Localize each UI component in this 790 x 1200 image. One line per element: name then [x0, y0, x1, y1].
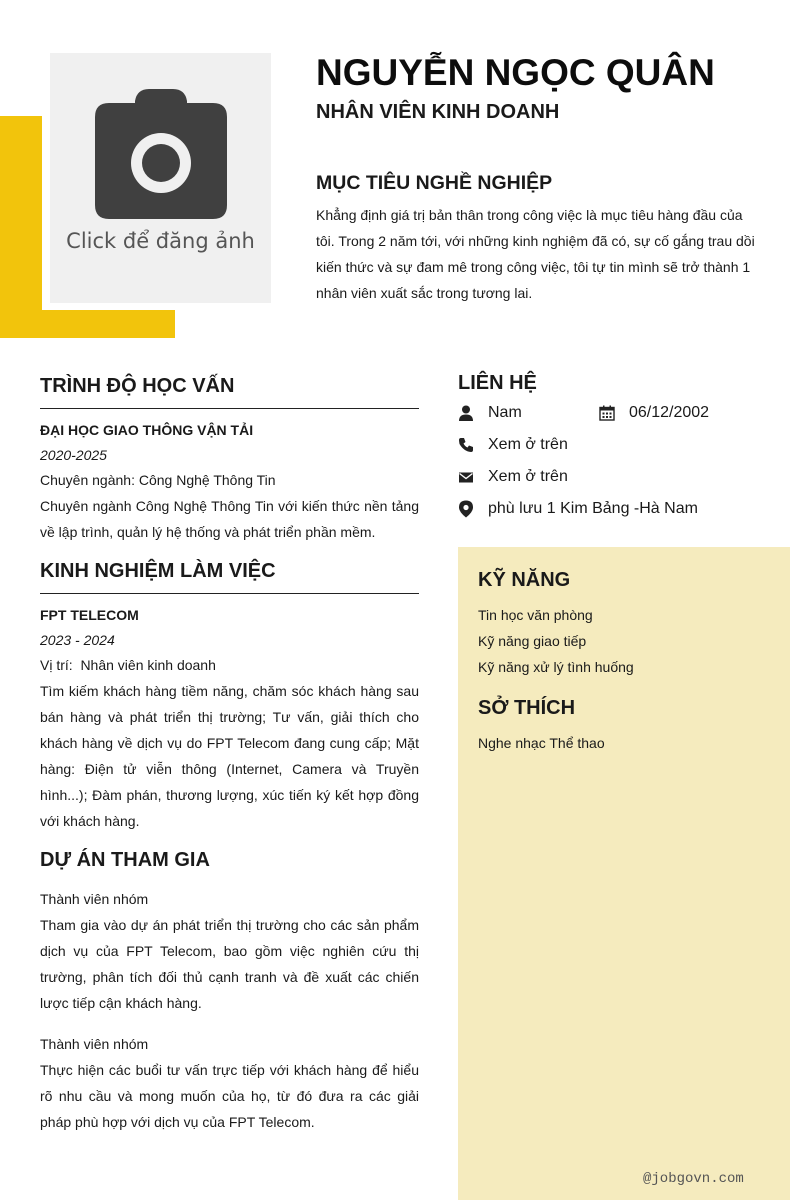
location-pin-icon [458, 500, 474, 518]
contact-email [458, 468, 568, 486]
education-school: ĐẠI HỌC GIAO THÔNG VẬN TẢI [40, 422, 254, 438]
accent-bar-vertical [0, 116, 42, 338]
address-value: phù lưu 1 Kim Bảng -Hà Nam [488, 500, 698, 517]
education-major: Chuyên ngành: Công Nghệ Thông Tin [40, 472, 276, 488]
projects-heading: DỰ ÁN THAM GIA [40, 849, 210, 871]
project-item [40, 886, 419, 1016]
contact-birthdate [599, 404, 709, 422]
watermark: @jobgovn.com [643, 1171, 744, 1187]
contact-phone [458, 436, 568, 454]
mail-icon [458, 469, 474, 485]
candidate-name: NGUYỄN NGỌC QUÂN [316, 52, 715, 93]
project-description: Thực hiện các buổi tư vấn trực tiếp với khách hàng để hiểu rõ nhu cầu và mong muốn của họ, từ đó đưa ra các giải pháp phù hợp với dịch vụ của FPT Telecom. [40, 1062, 419, 1130]
accent-bar-horizontal [0, 310, 175, 338]
experience-divider [40, 593, 419, 594]
education-heading: TRÌNH ĐỘ HỌC VẤN [40, 375, 235, 397]
contact-gender [458, 404, 522, 422]
education-block [40, 417, 419, 545]
project-item [40, 1031, 419, 1135]
hobbies-text: Nghe nhạc Thể thao [478, 735, 605, 751]
birthdate-value: 06/12/2002 [629, 404, 710, 421]
phone-value: Xem ở trên [488, 436, 568, 453]
job-title: NHÂN VIÊN KINH DOANH [316, 101, 560, 123]
project-role: Thành viên nhóm [40, 891, 149, 907]
skill-item: Tin học văn phòng [478, 607, 593, 623]
objective-text: Khẳng định giá trị bản thân trong công việc là mục tiêu hàng đầu của tôi. Trong 2 năm tới, với những kinh nghiệm đã có, sự cố gắng trau dồi kiến thức và sự đam mê trong công việc, tôi tự tin mình sẽ trở thành 1 nhân viên xuất sắc trong tương lai. [316, 207, 755, 301]
contact-address [458, 500, 698, 518]
hobbies-heading: SỞ THÍCH [478, 697, 576, 719]
experience-heading: KINH NGHIỆM LÀM VIỆC [40, 560, 276, 582]
skills-heading: KỸ NĂNG [478, 569, 571, 591]
experience-description: Tìm kiếm khách hàng tiềm năng, chăm sóc khách hàng sau bán hàng và phát triển thị trường; Tư vấn, giải thích cho khách hàng về dịch vụ do FPT Telecom đang cung cấp; Mặt hàng: Điện tử viễn thông (Internet, Camera và Truyền hình...); Đàm phán, thương lượng, xúc tiến ký kết hợp đồng với khách hàng. [40, 683, 419, 829]
gender-value: Nam [488, 404, 522, 421]
experience-position: Vị trí: Nhân viên kinh doanh [40, 657, 216, 673]
camera-icon [95, 89, 227, 219]
skills-list [478, 602, 634, 680]
experience-company: FPT TELECOM [40, 607, 139, 623]
contact-heading: LIÊN HỆ [458, 372, 537, 394]
project-role: Thành viên nhóm [40, 1036, 149, 1052]
calendar-icon [599, 405, 615, 421]
experience-block [40, 602, 419, 834]
person-icon [458, 405, 474, 421]
photo-upload[interactable] [50, 53, 271, 303]
phone-icon [458, 437, 474, 453]
education-divider [40, 408, 419, 409]
skill-item: Kỹ năng giao tiếp [478, 633, 587, 649]
email-value: Xem ở trên [488, 468, 568, 485]
project-description: Tham gia vào dự án phát triển thị trường cho các sản phẩm dịch vụ của FPT Telecom, bao gồm việc nghiên cứu thị trường, phân tích đối thủ cạnh tranh và đề xuất các chiến lược tiếp cận khách hàng. [40, 917, 419, 1011]
education-description: Chuyên ngành Công Nghệ Thông Tin với kiến thức nền tảng về lập trình, quản lý hệ thống và phát triển phần mềm. [40, 498, 419, 540]
education-period: 2020-2025 [40, 447, 107, 463]
experience-period: 2023 - 2024 [40, 632, 115, 648]
skill-item: Kỹ năng xử lý tình huống [478, 659, 634, 675]
objective-heading: MỤC TIÊU NGHỀ NGHIỆP [316, 172, 553, 194]
side-panel [458, 547, 790, 1200]
photo-caption: Click để đăng ảnh [66, 229, 255, 253]
